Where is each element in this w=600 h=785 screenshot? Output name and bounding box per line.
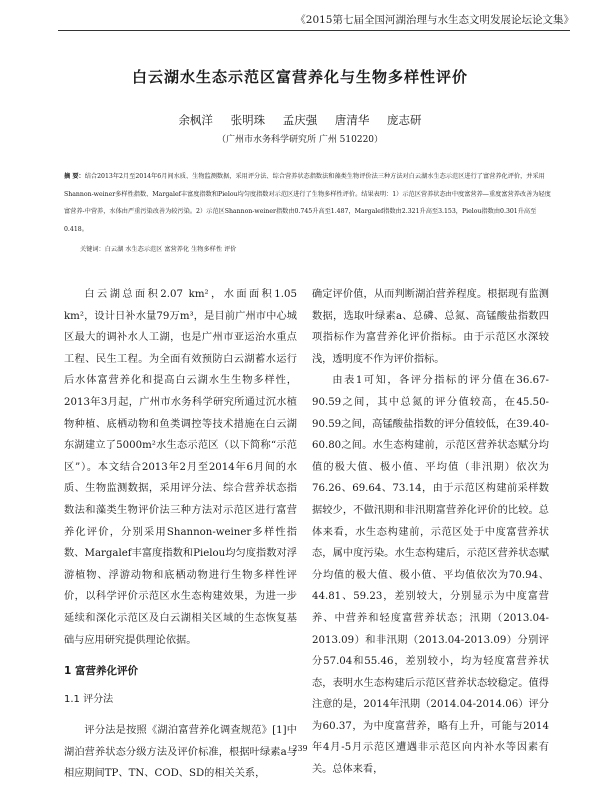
abstract-label: 摘 要： <box>64 173 85 180</box>
keywords-label: 关键词： <box>80 246 105 253</box>
subsection-heading: 1.1 评分法 <box>64 693 114 705</box>
keywords <box>80 244 550 253</box>
intro-paragraph: 白云湖总面积2.07 km²，水面面积1.05 km²，设计日补水量79万m³，是目前广州市中心城区最大的调补水人工湖，也是广州市亚运治水重点工程、民生工程。为全面有效预防白云湖蓄水运行后水体富营养化和提高白云湖水生生物多样性，2013年3月起，广州市水务科学研究所通过沉水植物种植、底栖动物和鱼类调控等技术措施在白云湖东湖建立了5000m²水生态示范区（以下简称“示范区”）。本文结合2013年2月至2014年6月间的水质、生物监测数据，采用评分法、综合营养状态指数法和藻类生物评价法三种方法对示范区进行富营养化评价，分别采用Shannon-weiner多样性指数、Margalef丰富度指数和Pielou均匀度指数对浮游植物、浮游动物和底栖动物进行生物多样性评价，以科学评价示范区水生态构建效果，为进一步延续和深化示范区及白云湖相关区域的生态恢复基础与应用研究提供理论依据。 <box>64 289 297 646</box>
abstract <box>64 168 552 238</box>
left-column <box>64 284 297 785</box>
keywords-text: 白云湖 水生态示范区 富营养化 生物多样性 评价 <box>104 246 237 253</box>
affiliation: （广州市水务科学研究所 广州 510220） <box>216 135 384 145</box>
results-paragraph: 由表1可知，各评分指标的评分值在36.67-90.59之间，其中总氮的评分值较高，在45.50-90.59之间，高锰酸盐指数的评分值较低，在39.40-60.80之间。水生态构建前，示范区营养状态赋分均值的极大值、极小值、平均值（非汛期）依次为76.26、69.64、73.14，由于示范区构建前采样数据较少，不做汛期和非汛期富营养化评价的比较。总体来看，水生态构建前，示范区处于中度富营养状态，属中度污染。水生态构建后，示范区营养状态赋分均值的极大值、极小值、平均值依次为70.94、44.81、59.23，差别较大，分别显示为中度富营养、中营养和轻度富营养状态；汛期（2013.04-2013.09）和非汛期（2013.04-2013.09）分别评分57.04和55.46，差别较小，均为轻度富营养状态，表明水生态构建后示范区营养状态较稳定。值得注意的是，2014年汛期（2014.04-2014.06）评分为60.37，为中度富营养，略有上升，可能与2014年4月-5月示范区遭遇非示范区向内补水等因素有关。总体来看， <box>312 375 549 776</box>
right-column <box>312 284 549 781</box>
section-heading: 1 富营养化评价 <box>64 665 138 678</box>
header-divider <box>58 30 570 31</box>
paper-title: 白云湖水生态示范区富营养化与生物多样性评价 <box>131 68 468 86</box>
abstract-text: 结合2013年2月至2014年6月间水质、生物监测数据，采用评分法、综合营养状态指数法和藻类生物评价法三种方法对白云湖水生态示范区进行了富营养化评价，并采用Shannon-weiner多样性指数、Margalef丰富度指数和Pielou均匀度指数对示范区进行了生物多样性评价。结果表明：1）示范区营养状态由中度富营养—重度富营养改善为轻度富营养-中营养，水体由严重污染改善为较污染。2）示范区Shannon-weiner指数由0.745升高至1.487，Margalef指数由2.321升高至3.153，Pielou指数由0.301升高至0.418。 <box>64 173 551 233</box>
continued-paragraph: 确定评价值，从而判断湖泊营养程度。根据现有监测数据，选取叶绿素a、总磷、总氮、高锰酸盐指数四项指标作为富营养化评价指标。由于示范区水深较浅，透明度不作为评价指标。 <box>312 289 549 365</box>
authors: 余枫洋 张明珠 孟庆强 唐清华 庞志研 <box>178 113 422 127</box>
page-number: 239 <box>292 744 308 753</box>
running-header: 《2015第七届全国河湖治理与水生态文明发展论坛论文集》 <box>295 14 574 26</box>
method-paragraph: 评分法是按照《湖泊富营养化调查规范》[1]中湖泊营养状态分级方法及评价标准，根据叶绿素a与相应期间TP、TN、COD、SD的相关关系， <box>64 725 297 780</box>
